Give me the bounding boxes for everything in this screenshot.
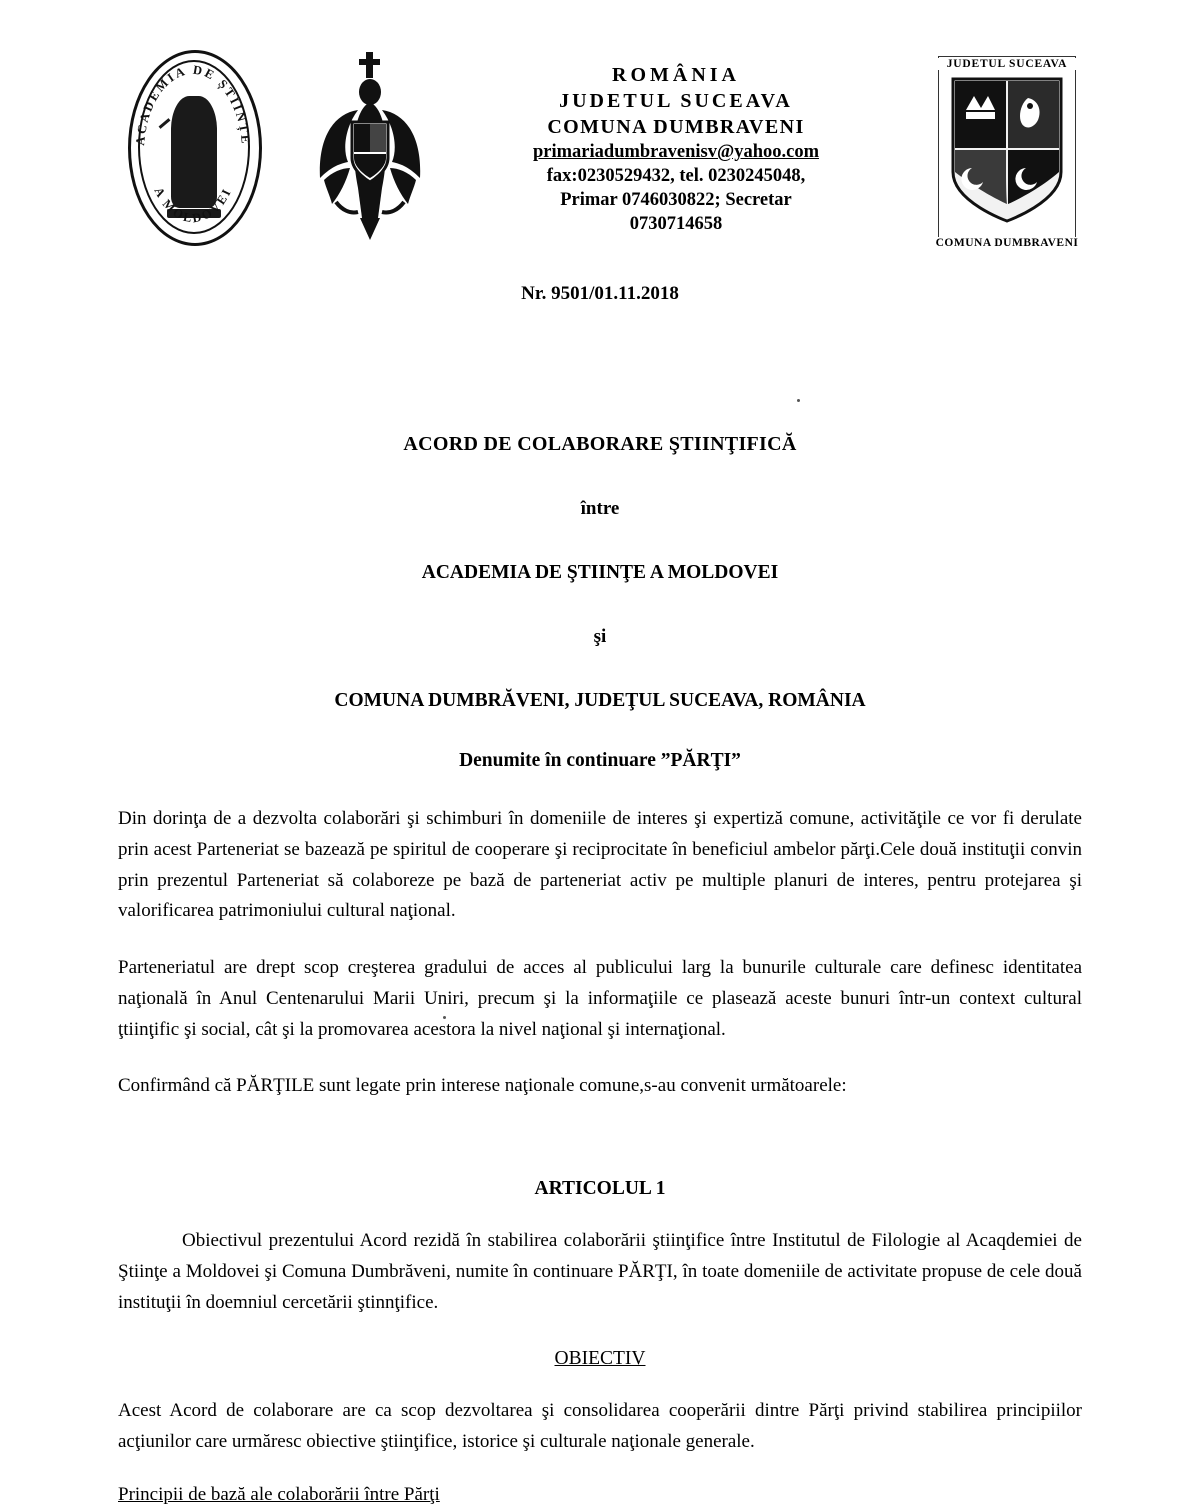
parties-note: Denumite în continuare ”PĂRŢI” — [459, 750, 741, 771]
contact-secretary-phone: 0730714658 — [629, 214, 723, 235]
svg-text:ACADEMIA DE ȘTIINȚE: ACADEMIA DE ȘTIINȚE — [133, 62, 253, 147]
coa-top-label: JUDETUL SUCEAVA — [932, 58, 1082, 70]
county-name: JUDETUL SUCEAVA — [559, 90, 793, 112]
document-header — [0, 0, 1200, 255]
paragraph-confirmation: Confirmând că PĂRŢILE sunt legate prin interese naţionale comune,s-au convenit următoarele: — [118, 1075, 847, 1097]
academia-seal-icon — [118, 40, 268, 255]
paragraph-intro: Din dorinţa de a dezvolta colaborări şi schimburi în domeniile de interes şi expertiză comune, activităţile ce vor fi derulate prin acest Parteneriat se bazează pe spiritul de cooperare şi reciprocitate în beneficiul ambelor părţi.Cele două instituţii convin prin prezentul Parteneriat să colaboreze pe bază de parteneriat activ pe multiple planuri de interes, pentru protejarea şi valorificarea patrimoniului cultural naţional. — [118, 808, 1082, 922]
objective-title: OBIECTIV — [554, 1348, 646, 1370]
document-body — [0, 433, 1200, 1506]
between-label: între — [580, 498, 620, 519]
commune-name: COMUNA DUMBRAVENI — [547, 116, 805, 138]
party-one: ACADEMIA DE ŞTIINŢE A MOLDOVEI — [421, 562, 779, 583]
scan-speck — [443, 1016, 446, 1019]
svg-text:A MOLDOVEI: A MOLDOVEI — [151, 184, 235, 226]
contact-mayor-secretary: Primar 0746030822; Secretar — [560, 190, 792, 211]
article-1-title: ARTICOLUL 1 — [534, 1178, 666, 1200]
principles-heading: Principii de bază ale colaborării între Părţi — [118, 1483, 440, 1505]
objective-text: Acest Acord de colaborare are ca scop dezvoltarea şi consolidarea cooperării dintre Părţi privind stabilirea principiilor acţiunilor care urmăresc obiective ştiinţifice, istorice şi culturale naţionale generale. — [118, 1400, 1082, 1453]
coa-bottom-label: COMUNA DUMBRAVENI — [932, 237, 1082, 249]
document-title-block — [118, 433, 1082, 772]
romania-coat-of-arms-icon — [302, 48, 438, 248]
contact-email[interactable]: primariadumbravenisv@yahoo.com — [533, 142, 819, 162]
contact-fax-tel: fax:0230529432, tel. 0230245048, — [546, 166, 806, 187]
party-two: COMUNA DUMBRĂVENI, JUDEŢUL SUCEAVA, ROMÂNIA — [334, 690, 866, 711]
document-title: ACORD DE COLABORARE ŞTIINŢIFICĂ — [403, 433, 797, 455]
academia-seal-ring-text — [118, 40, 268, 255]
country-name: ROMÂNIA — [612, 64, 740, 86]
paragraph-scope: Parteneriatul are drept scop creşterea gradului de acces al publicului larg la bunurile culturale care definesc identitatea naţională în Anul Centenarului Marii Uniri, precum şi la informaţiile ce plasează aceste bunuri într-un context cultural ţtiinţific şi social, cât şi la promovarea acestora la nivel naţional şi internaţional. — [118, 957, 1082, 1040]
institution-header-text — [438, 40, 914, 236]
scan-speck — [797, 399, 800, 402]
comuna-dumbraveni-coat-of-arms-icon — [932, 50, 1082, 255]
article-1-text: Obiectivul prezentului Acord rezidă în stabilirea colaborării ştiinţifice între Institutul de Filologie al Acaqdemiei de Ştiinţe a Moldovei şi Comuna Dumbrăveni, numite în continuare PĂRŢI, în toate domeniile de activitate propuse de cele două instituţii în doemniul cercetării ştinnţifice. — [118, 1230, 1082, 1313]
registration-number: Nr. 9501/01.11.2018 — [521, 283, 679, 304]
conjunction-label: şi — [593, 626, 607, 647]
